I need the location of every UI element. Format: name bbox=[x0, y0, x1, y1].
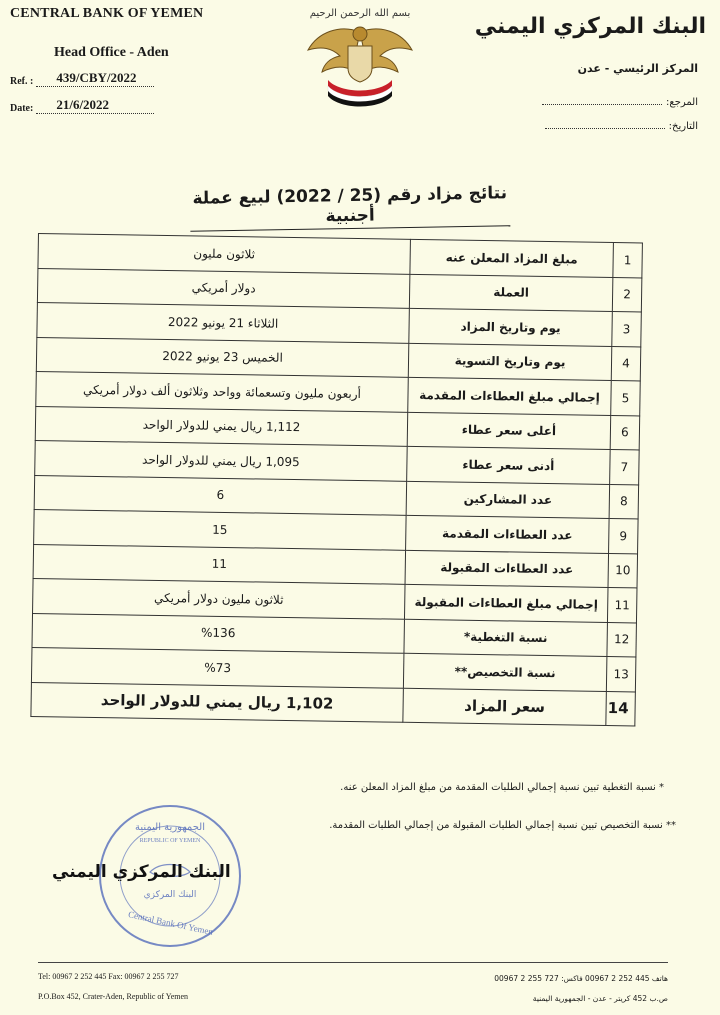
stamp-bank-en: Central Bank Of Yemen bbox=[127, 909, 214, 937]
row-value: 1,095 ريال يمني للدولار الواحد bbox=[35, 440, 407, 480]
ref-row bbox=[10, 70, 154, 87]
row-value: دولار أمريكي bbox=[37, 268, 409, 308]
row-number: 13 bbox=[606, 656, 636, 691]
auction-results-table bbox=[30, 233, 643, 726]
row-number: 7 bbox=[610, 450, 640, 485]
signature-text: البنك المركزي اليمني bbox=[52, 862, 231, 882]
basmala-text: بسم الله الرحمن الرحيم bbox=[309, 8, 411, 19]
ref-value: 439/CBY/2022 bbox=[56, 70, 137, 85]
row-value: ثلاثون مليون دولار أمريكي bbox=[33, 578, 405, 618]
date-row bbox=[10, 97, 154, 114]
date-value: 21/6/2022 bbox=[56, 97, 110, 112]
row-value: الخميس 23 يونيو 2022 bbox=[36, 337, 408, 377]
yemen-eagle-emblem-icon bbox=[300, 2, 420, 112]
row-number: 4 bbox=[611, 346, 641, 381]
row-value: 15 bbox=[34, 509, 406, 549]
bank-name-ar: البنك المركزي اليمني bbox=[474, 14, 706, 39]
row-number: 11 bbox=[607, 587, 637, 622]
row-number: 14 bbox=[606, 691, 636, 726]
row-number: 12 bbox=[607, 622, 637, 657]
row-label: سعر المزاد bbox=[403, 688, 607, 726]
row-number: 2 bbox=[612, 277, 642, 312]
row-value: أربعون مليون وتسعمائة وواحد وثلاثون ألف دولار أمريكي bbox=[36, 371, 408, 411]
row-label: إجمالي مبلغ العطاءات المقدمة bbox=[408, 377, 612, 415]
stamp-bank-ar: البنك المركزي bbox=[143, 890, 197, 900]
footnote-allocation: ** نسبة التخصيص تبين نسبة إجمالي الطلبات المقبولة من إجمالي الطلبات المقدمة. bbox=[329, 820, 676, 831]
footer-address-en: P.O.Box 452, Crater-Aden, Republic of Yemen bbox=[38, 992, 189, 1001]
ref-ar-text: المرجع: bbox=[666, 97, 698, 108]
row-label: يوم وتاريخ المزاد bbox=[409, 308, 613, 346]
footer-divider bbox=[38, 962, 668, 963]
row-value: 1,112 ريال يمني للدولار الواحد bbox=[35, 406, 407, 446]
office-name-ar: المركز الرئيسي - عدن bbox=[577, 62, 698, 75]
footer-address-ar: ص.ب 452 كريتر - عدن - الجمهورية اليمنية bbox=[532, 994, 668, 1003]
stamp-text-ar: الجمهورية اليمنية bbox=[134, 822, 206, 833]
row-number: 10 bbox=[608, 553, 638, 588]
row-value: ثلاثون مليون bbox=[38, 234, 410, 274]
footnote-coverage: * نسبة التغطية تبين نسبة إجمالي الطلبات المقدمة من مبلغ المزاد المعلن عنه. bbox=[340, 782, 664, 793]
footer-contact-ar: هاتف 445 252 2 00967 فاكس: 727 255 2 00967 bbox=[494, 974, 668, 983]
date-ar-text: التاريخ: bbox=[668, 121, 698, 132]
row-value: %136 bbox=[32, 613, 404, 653]
row-value: الثلاثاء 21 يونيو 2022 bbox=[37, 302, 409, 342]
row-number: 6 bbox=[610, 415, 640, 450]
bank-name-en: CENTRAL BANK OF YEMEN bbox=[10, 6, 204, 21]
row-value: 6 bbox=[34, 475, 406, 515]
row-number: 3 bbox=[612, 312, 642, 347]
row-number: 9 bbox=[609, 519, 639, 554]
stamp-text-en: REPUBLIC OF YEMEN bbox=[139, 838, 201, 844]
row-label: يوم وتاريخ التسوية bbox=[408, 343, 612, 381]
row-number: 5 bbox=[611, 381, 641, 416]
date-label: Date: bbox=[10, 103, 34, 114]
date-label-ar bbox=[545, 120, 698, 132]
row-label: مبلغ المزاد المعلن عنه bbox=[410, 239, 614, 277]
ref-label-ar bbox=[542, 96, 698, 108]
row-label: نسبة التخصيص** bbox=[403, 653, 607, 691]
row-label: عدد العطاءات المقبولة bbox=[405, 550, 609, 588]
row-label: إجمالي مبلغ العطاءات المقبولة bbox=[404, 584, 608, 622]
office-name-en: Head Office - Aden bbox=[54, 45, 169, 60]
row-value: %73 bbox=[31, 647, 403, 687]
row-label: أدنى سعر عطاء bbox=[407, 446, 611, 484]
row-label: العملة bbox=[409, 274, 613, 312]
row-value: 1,102 ريال يمني للدولار الواحد bbox=[31, 682, 403, 722]
row-value: 11 bbox=[33, 544, 405, 584]
footer-contact-en: Tel: 00967 2 252 445 Fax: 00967 2 255 727 bbox=[38, 972, 179, 981]
row-label: أعلى سعر عطاء bbox=[407, 412, 611, 450]
row-label: عدد العطاءات المقدمة bbox=[406, 515, 610, 553]
row-label: عدد المشاركين bbox=[406, 481, 610, 519]
row-number: 8 bbox=[609, 484, 639, 519]
ref-label: Ref. : bbox=[10, 76, 34, 87]
document-title: نتائج مزاد رقم (25 / 2022) لبيع عملة أجنبية bbox=[190, 183, 511, 232]
row-number: 1 bbox=[613, 243, 643, 278]
row-label: نسبة التغطية* bbox=[404, 619, 608, 657]
